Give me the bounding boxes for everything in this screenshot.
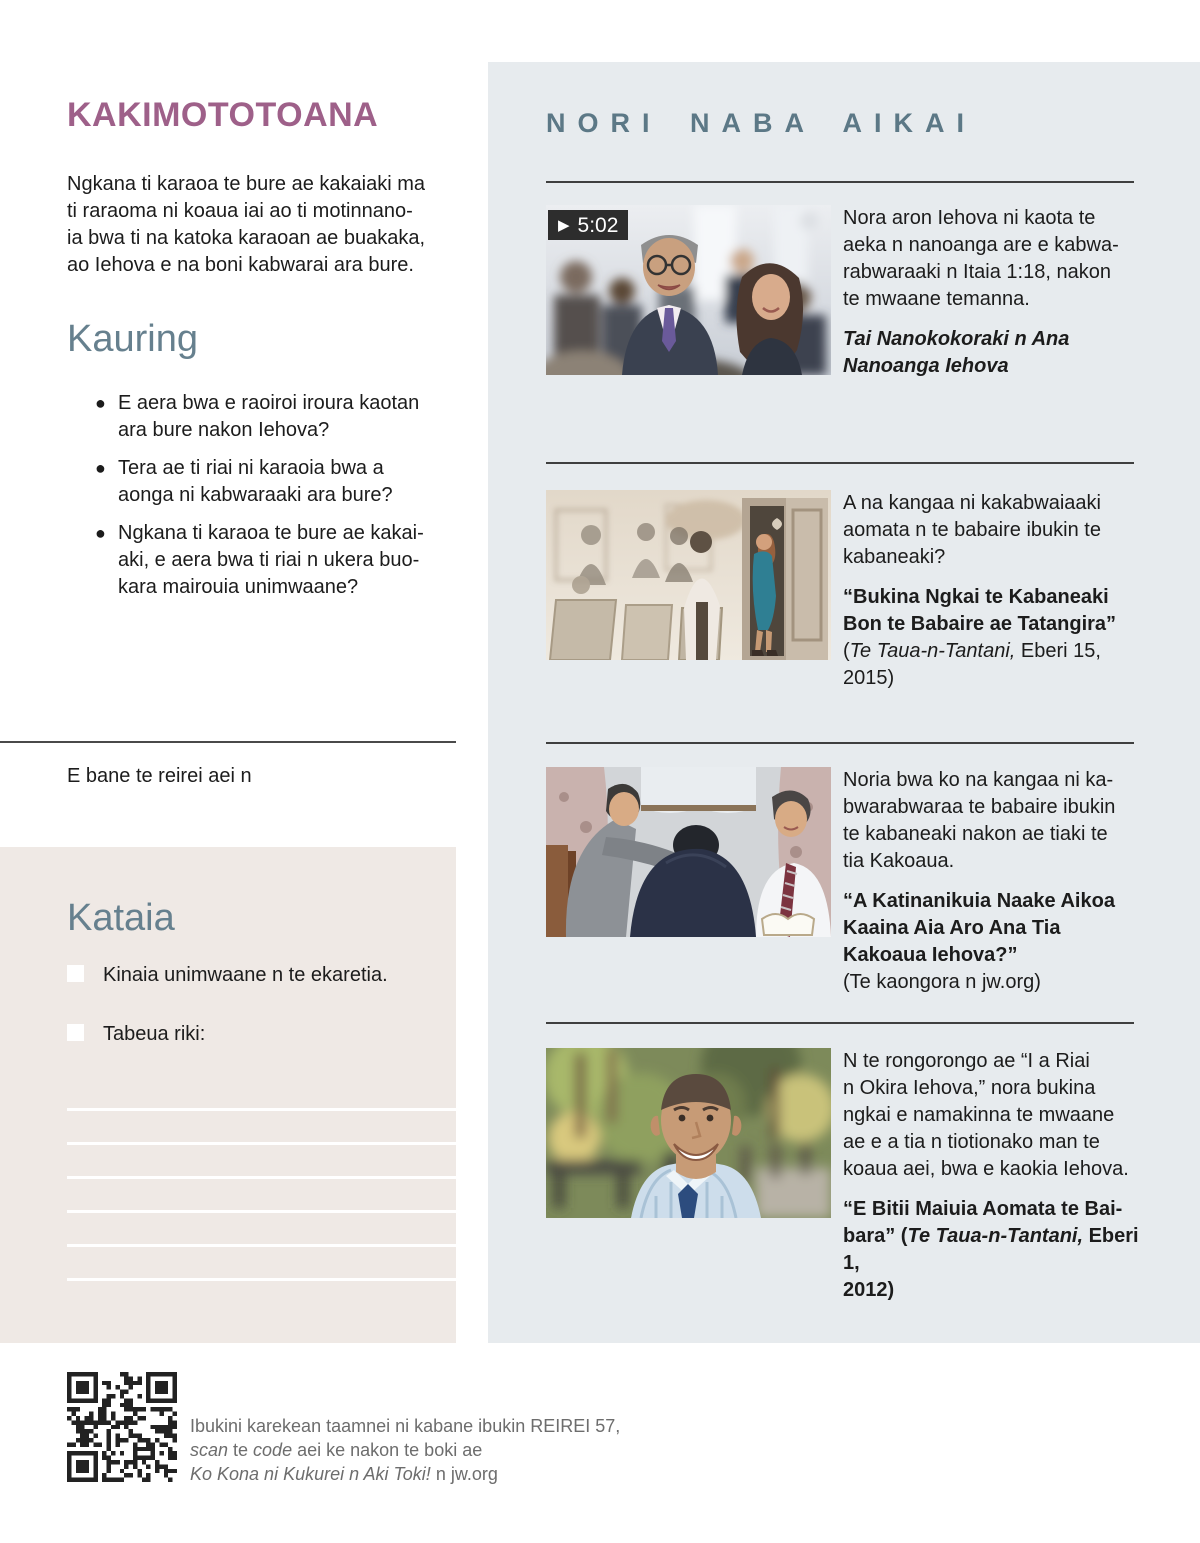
play-icon: ▶: [558, 216, 570, 234]
write-line[interactable]: [67, 1176, 456, 1179]
checkbox[interactable]: [67, 965, 84, 982]
page-title: KAKIMOTOTOANA: [67, 96, 379, 134]
item-divider: [546, 1022, 1134, 1024]
bullet-icon: ●: [95, 458, 106, 478]
media-source: (Te kaongora n jw.org): [843, 971, 1041, 993]
review-section-title: Kauring: [67, 318, 198, 360]
bullet-icon: ●: [95, 523, 106, 543]
article-thumbnail[interactable]: [546, 767, 831, 937]
try-item-label: Kinaia unimwaane n te ekaretia.: [103, 964, 388, 986]
related-panel-title: NORI NABA AIKAI: [546, 108, 976, 138]
try-box-title: Kataia: [67, 897, 175, 939]
lesson-note: E bane te reirei aei n: [67, 765, 252, 787]
footer-note: Ibukini karekean taamnei ni kabane ibukin REIREI 57, scan te code aei ke nakon te boki ae Ko Kona ni Kukurei n Aki Toki! n jw.org: [190, 1416, 621, 1484]
media-title[interactable]: “E Bitii Maiuia Aomata te Bai- bara” (Te Taua-n-Tantani, Eberi 1, 2012): [843, 1198, 1139, 1301]
media-item-article: [546, 490, 1146, 692]
review-question-text: Ngkana ti karaoa te bure ae kakai- aki, e aera bwa ti riai n ukera buo- kara mairouia unimwaane?: [118, 522, 424, 598]
write-line[interactable]: [67, 1142, 456, 1145]
review-question-text: Tera ae ti riai ni karaoia bwa a aonga ni kabwaraaki ara bure?: [118, 457, 393, 506]
media-title[interactable]: Tai Nanokokoraki n Ana Nanoanga Iehova: [843, 328, 1070, 377]
try-item: [67, 963, 388, 987]
review-question: [67, 390, 467, 444]
media-item-article: [546, 767, 1146, 996]
write-line[interactable]: [67, 1244, 456, 1247]
write-line[interactable]: [67, 1278, 456, 1281]
try-item-label: Tabeua riki:: [103, 1023, 206, 1045]
try-box: [0, 847, 456, 1343]
write-line[interactable]: [67, 1108, 456, 1111]
review-question-list: [67, 390, 467, 612]
media-description: Noria bwa ko na kangaa ni ka- bwarabwaraa te babaire ibukin te kabaneaki nakon ae tiaki te tia Kakoaua.: [843, 769, 1116, 872]
review-question-text: E aera bwa e raoiroi iroura kaotan ara bure nakon Iehova?: [118, 392, 420, 441]
item-divider: [546, 181, 1134, 183]
meeting-illustration-image: [546, 490, 831, 660]
intro-paragraph: Ngkana ti karaoa te bure ae kakaiaki ma ti raraoma ni koaua iai ao ti motinnano- ia bwa ti na katoka karaoan ae buakaka, ao Iehova e na boni kabwarai ara bure.: [67, 173, 426, 276]
smiling-man-park-image: [546, 1048, 831, 1218]
review-question: [67, 520, 467, 601]
media-description: Nora aron Iehova ni kaota te aeka n nanoanga are e kabwa- rabwaraaki n Itaia 1:18, nakon te mwaane temanna.: [843, 207, 1119, 310]
item-divider: [546, 462, 1134, 464]
video-duration: 5:02: [577, 213, 619, 237]
media-item-article: [546, 1048, 1146, 1304]
video-thumbnail[interactable]: [546, 205, 831, 375]
article-thumbnail[interactable]: [546, 1048, 831, 1218]
try-item: [67, 1022, 205, 1046]
media-title[interactable]: “Bukina Ngkai te Kabaneaki Bon te Babaire ae Tatangira”: [843, 586, 1117, 635]
section-divider: [0, 741, 456, 743]
related-media-panel: [488, 62, 1200, 1343]
video-duration-badge: [548, 210, 628, 240]
media-title[interactable]: “A Katinanikuia Naake Aikoa Kaaina Aia Aro Ana Tia Kakoaua Iehova?”: [843, 890, 1115, 966]
review-question: [67, 455, 467, 509]
bullet-icon: ●: [95, 393, 106, 413]
qr-code: [67, 1372, 177, 1482]
article-thumbnail[interactable]: [546, 490, 831, 660]
media-description: N te rongorongo ae “I a Riai n Okira Iehova,” nora bukina ngkai e namakinna te mwaane ae e a tia n tiotionako man te koaua aei, bwa e kaokia Iehova.: [843, 1050, 1129, 1180]
checkbox[interactable]: [67, 1024, 84, 1041]
media-description: A na kangaa ni kakabwaiaaki aomata n te babaire ibukin te kabaneaki?: [843, 492, 1101, 568]
write-line[interactable]: [67, 1210, 456, 1213]
item-divider: [546, 742, 1134, 744]
elders-comforting-image: [546, 767, 831, 937]
media-source: (Te Taua-n-Tantani, Eberi 15, 2015): [843, 640, 1101, 689]
media-item-video: [546, 205, 1146, 380]
